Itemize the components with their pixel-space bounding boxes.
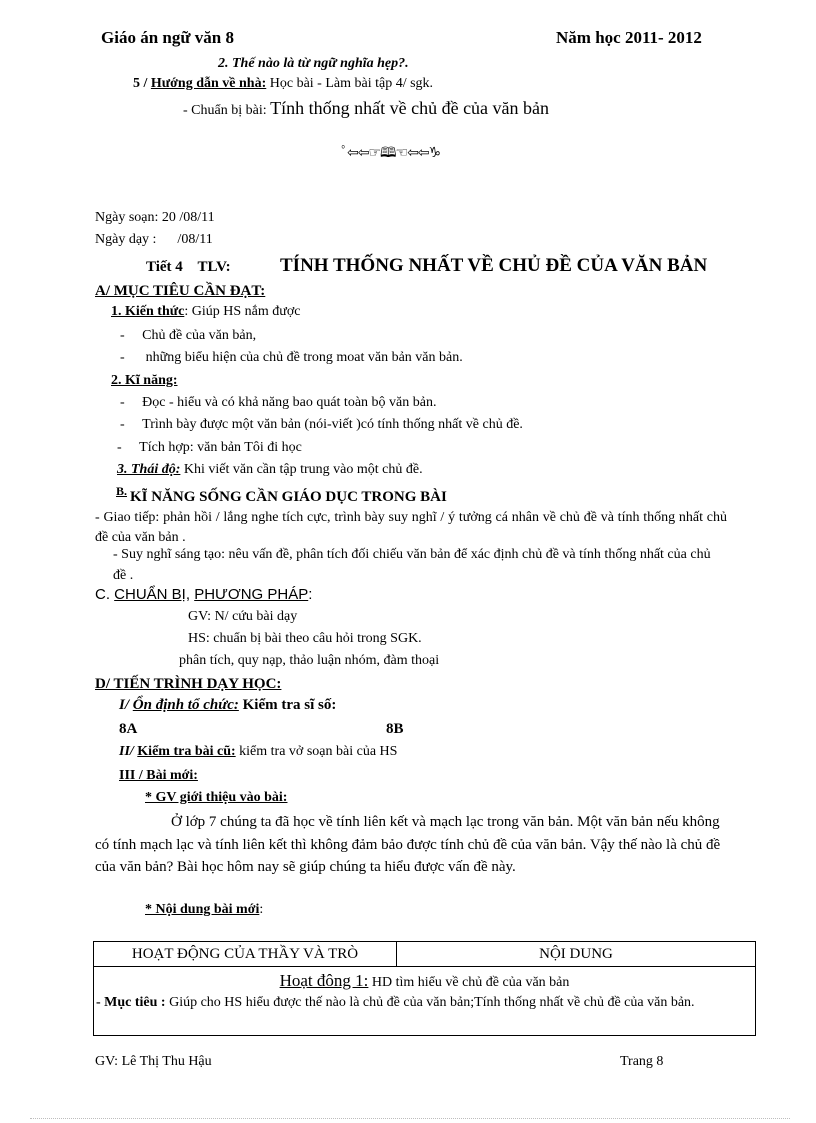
skill-item-text: Tích hợp: văn bản Tôi đi học bbox=[139, 440, 302, 455]
section-c-prefix: C. bbox=[95, 586, 115, 603]
skills-label: 2. Kĩ năng: bbox=[111, 373, 178, 388]
step-1-number: I/ bbox=[119, 697, 133, 713]
skill-item-text: Trình bày được một văn bản (nói-viết )có tính thống nhất về chủ đề. bbox=[142, 417, 523, 432]
lesson-table bbox=[93, 941, 756, 1036]
date-taught: Ngày dạy : /08/11 bbox=[95, 232, 213, 247]
section-c-heading bbox=[95, 586, 312, 603]
content-line bbox=[145, 902, 263, 918]
lesson-number: Tiết 4 TLV: bbox=[146, 259, 231, 275]
table-cell bbox=[94, 967, 756, 1036]
intro-label: * GV giới thiệu vào bài: bbox=[145, 790, 288, 805]
step-2-label: Kiểm tra bài cũ: bbox=[137, 744, 236, 759]
step-1-text: Kiểm tra sĩ số: bbox=[238, 697, 337, 713]
footer-page: Trang 8 bbox=[620, 1054, 664, 1069]
table-header-row bbox=[94, 942, 756, 967]
knowledge-label: 1. Kiến thức bbox=[111, 304, 185, 319]
methods: phân tích, quy nạp, thảo luận nhóm, đàm thoại bbox=[179, 653, 440, 668]
section-c-prepare: CHUẨN BỊ bbox=[114, 586, 186, 603]
step-1-line bbox=[119, 697, 336, 714]
page-bottom-rule bbox=[30, 1118, 790, 1119]
homework-number: 5 / bbox=[133, 76, 151, 91]
class-8a: 8A bbox=[119, 721, 138, 737]
goal-label: - Mục tiêu : bbox=[96, 995, 166, 1010]
class-8b: 8B bbox=[386, 721, 404, 737]
date-prepared: Ngày soạn: 20 /08/11 bbox=[95, 210, 215, 225]
column-header-activities: HOẠT ĐỘNG CỦA THẦY VÀ TRÒ bbox=[131, 946, 359, 962]
knowledge-item: - Chủ đề của văn bản, bbox=[120, 328, 257, 343]
content-label: * Nội dung bài mới bbox=[145, 902, 260, 917]
homework-label: Hướng dẫn về nhà: bbox=[150, 76, 267, 91]
attitude-text: Khi viết văn cần tập trung vào một chủ đề. bbox=[180, 462, 423, 477]
activity-text: HD tìm hiểu về chủ đề của văn bản bbox=[368, 975, 570, 990]
intro-paragraph: Ở lớp 7 chúng ta đã học về tính liên kết và mạch lạc trong văn bản. Một văn bản nếu không có tính mạch lạc và tính liên kết thì không đảm bảo được tính chủ đề của văn bản. Vậy thế nào là chủ đề của văn bản? Bài học hôm nay sẽ giúp chúng ta hiểu được vấn đề này. bbox=[95, 814, 721, 875]
section-b-letter: B. bbox=[116, 484, 128, 498]
prep-line bbox=[183, 98, 549, 119]
section-c-separator: , bbox=[185, 586, 195, 603]
attitude-line bbox=[117, 462, 423, 478]
ornament-divider: ﾟ⇦⇦☞🕮☜⇦⇦♑ bbox=[341, 145, 441, 161]
prep-title: Tính thống nhất về chủ đề của văn bản bbox=[270, 98, 550, 118]
header-right: Năm học 2011- 2012 bbox=[556, 28, 702, 47]
prep-teacher: GV: N/ cứu bài dạy bbox=[188, 609, 298, 624]
content-colon: : bbox=[259, 902, 264, 917]
step-2-text: kiểm tra vở soạn bài của HS bbox=[235, 744, 398, 759]
prep-student: HS: chuẩn bị bài theo câu hỏi trong SGK. bbox=[188, 631, 422, 646]
activity-line bbox=[94, 971, 755, 991]
table-header-cell bbox=[397, 942, 756, 967]
knowledge-line bbox=[111, 304, 300, 320]
knowledge-item-text: Chủ đề của văn bản, bbox=[142, 328, 257, 343]
step-1-label: Ổn định tổ chức: bbox=[132, 697, 239, 713]
step-2-number: II/ bbox=[119, 744, 138, 759]
attitude-label: 3. Thái độ: bbox=[117, 462, 181, 477]
knowledge-item: - những biểu hiện của chủ đề trong moat văn bản văn bản. bbox=[120, 350, 463, 365]
lesson-title: TÍNH THỐNG NHẤT VỀ CHỦ ĐỀ CỦA VĂN BẢN bbox=[280, 255, 708, 276]
section-c-colon: : bbox=[308, 586, 313, 603]
knowledge-text: : Giúp HS nắm được bbox=[184, 304, 301, 319]
table-header-cell bbox=[94, 942, 397, 967]
header-left: Giáo án ngữ văn 8 bbox=[101, 28, 235, 47]
section-b-heading: KĨ NĂNG SỐNG CẦN GIÁO DỤC TRONG BÀI bbox=[130, 489, 447, 505]
activity-label: Hoạt đông 1: bbox=[279, 971, 369, 990]
goal-paragraph bbox=[94, 991, 755, 1013]
section-b-paragraph-2: - Suy nghĩ sáng tạo: nêu vấn đề, phân tích đối chiếu văn bản để xác định chủ đề và tính thống nhất của chủ đề . bbox=[113, 547, 711, 583]
section-b-paragraph-1: - Giao tiếp: phản hồi / lắng nghe tích cực, trình bày suy nghĩ / ý tưởng cá nhân về chủ đề và tính thống nhất chủ đề của văn bản . bbox=[95, 510, 727, 545]
homework-line bbox=[133, 76, 433, 92]
step-2-line bbox=[119, 744, 397, 760]
section-c-method: PHƯƠNG PHÁP bbox=[194, 586, 309, 603]
column-header-content: NỘI DUNG bbox=[539, 946, 613, 962]
prep-label: - Chuẩn bị bài: bbox=[183, 103, 271, 118]
skill-item: - Đọc - hiểu và có khả năng bao quát toàn bộ văn bản. bbox=[120, 395, 437, 410]
step-3-label: III / Bài mới: bbox=[119, 768, 198, 783]
question-2: 2. Thế nào là từ ngữ nghĩa hẹp?. bbox=[218, 56, 409, 71]
section-d-heading: D/ TIẾN TRÌNH DẠY HỌC: bbox=[95, 676, 282, 692]
table-row bbox=[94, 967, 756, 1036]
skill-item: - Trình bày được một văn bản (nói-viết )có tính thống nhất về chủ đề. bbox=[120, 417, 523, 432]
homework-text: Học bài - Làm bài tập 4/ sgk. bbox=[266, 76, 434, 91]
section-a-heading: A/ MỤC TIÊU CẦN ĐẠT: bbox=[95, 283, 266, 299]
footer-teacher: GV: Lê Thị Thu Hậu bbox=[95, 1054, 212, 1069]
skill-item-text: Đọc - hiểu và có khả năng bao quát toàn bộ văn bản. bbox=[142, 395, 437, 410]
knowledge-item-text: những biểu hiện của chủ đề trong moat văn bản văn bản. bbox=[142, 350, 463, 365]
goal-text: Giúp cho HS hiểu được thế nào là chủ đề của văn bản;Tính thống nhất về chủ đề của văn bản. bbox=[165, 995, 695, 1010]
skill-item: - Tích hợp: văn bản Tôi đi học bbox=[117, 440, 302, 455]
